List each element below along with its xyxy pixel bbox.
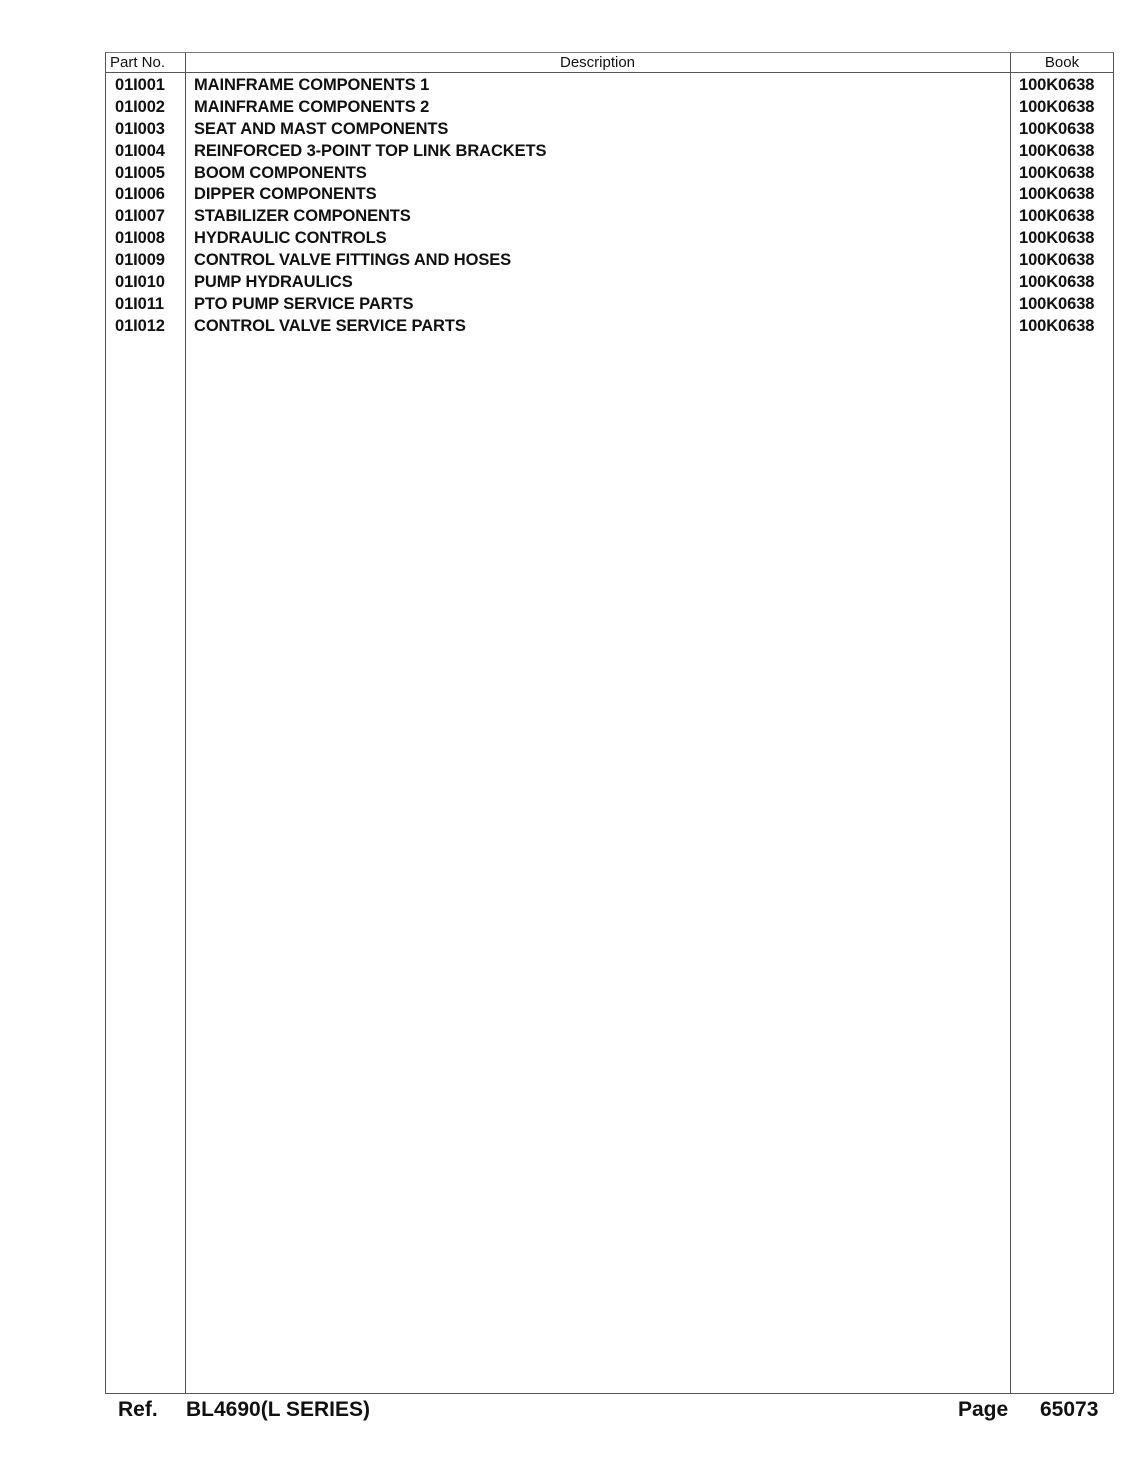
description-cell: SEAT AND MAST COMPONENTS [194, 119, 449, 138]
book-cell: 100K0638 [1019, 119, 1095, 138]
table-row [106, 293, 1113, 315]
part-no-cell: 01I009 [115, 251, 165, 270]
part-no-cell: 01I005 [115, 163, 165, 182]
description-cell: CONTROL VALVE FITTINGS AND HOSES [194, 251, 512, 270]
part-no-cell: 01I007 [115, 207, 165, 226]
table-row [106, 249, 1113, 271]
description-cell: MAINFRAME COMPONENTS 1 [194, 76, 430, 94]
description-cell: PUMP HYDRAULICS [194, 273, 353, 292]
description-cell: HYDRAULIC CONTROLS [194, 229, 387, 248]
table-header [106, 53, 1113, 73]
book-cell: 100K0638 [1019, 294, 1095, 313]
header-description: Description [559, 54, 636, 71]
header-book: Book [1044, 54, 1080, 71]
ref-value: BL4690(L SERIES) [186, 1398, 371, 1421]
table-row [106, 118, 1113, 140]
part-no-cell: 01I004 [115, 141, 165, 160]
header-part-no: Part No. [110, 54, 166, 71]
page-label: Page [958, 1398, 1009, 1421]
table-row [106, 74, 1113, 96]
table-row [106, 183, 1113, 205]
table-row [106, 227, 1113, 249]
table-body [106, 74, 1113, 337]
description-cell: PTO PUMP SERVICE PARTS [194, 294, 414, 313]
table-row [106, 315, 1113, 337]
table-row [106, 271, 1113, 293]
book-cell: 100K0638 [1019, 97, 1095, 116]
description-cell: MAINFRAME COMPONENTS 2 [194, 97, 430, 116]
description-cell: BOOM COMPONENTS [194, 163, 367, 182]
part-no-cell: 01I012 [115, 316, 165, 335]
table-row [106, 205, 1113, 227]
page-number: 65073 [1040, 1398, 1099, 1421]
book-cell: 100K0638 [1019, 185, 1095, 204]
description-cell: STABILIZER COMPONENTS [194, 207, 411, 226]
table-row [106, 162, 1113, 184]
part-no-cell: 01I006 [115, 185, 165, 204]
description-cell: CONTROL VALVE SERVICE PARTS [194, 316, 466, 335]
book-cell: 100K0638 [1019, 273, 1095, 292]
part-no-cell: 01I010 [115, 273, 165, 292]
book-cell: 100K0638 [1019, 316, 1095, 335]
description-cell: REINFORCED 3-POINT TOP LINK BRACKETS [194, 141, 547, 160]
book-cell: 100K0638 [1019, 207, 1095, 226]
ref-label: Ref. [118, 1398, 158, 1421]
table-row [106, 140, 1113, 162]
description-cell: DIPPER COMPONENTS [194, 185, 377, 204]
book-cell: 100K0638 [1019, 229, 1095, 248]
table-row [106, 96, 1113, 118]
book-cell: 100K0638 [1019, 251, 1095, 270]
part-no-cell: 01I003 [115, 119, 165, 138]
parts-table [105, 52, 1114, 1394]
book-cell: 100K0638 [1019, 163, 1095, 182]
book-cell: 100K0638 [1019, 76, 1095, 94]
book-cell: 100K0638 [1019, 141, 1095, 160]
part-no-cell: 01I011 [115, 294, 164, 313]
part-no-cell: 01I008 [115, 229, 165, 248]
page-footer [0, 1394, 1140, 1434]
part-no-cell: 01I001 [115, 76, 165, 94]
part-no-cell: 01I002 [115, 97, 165, 116]
